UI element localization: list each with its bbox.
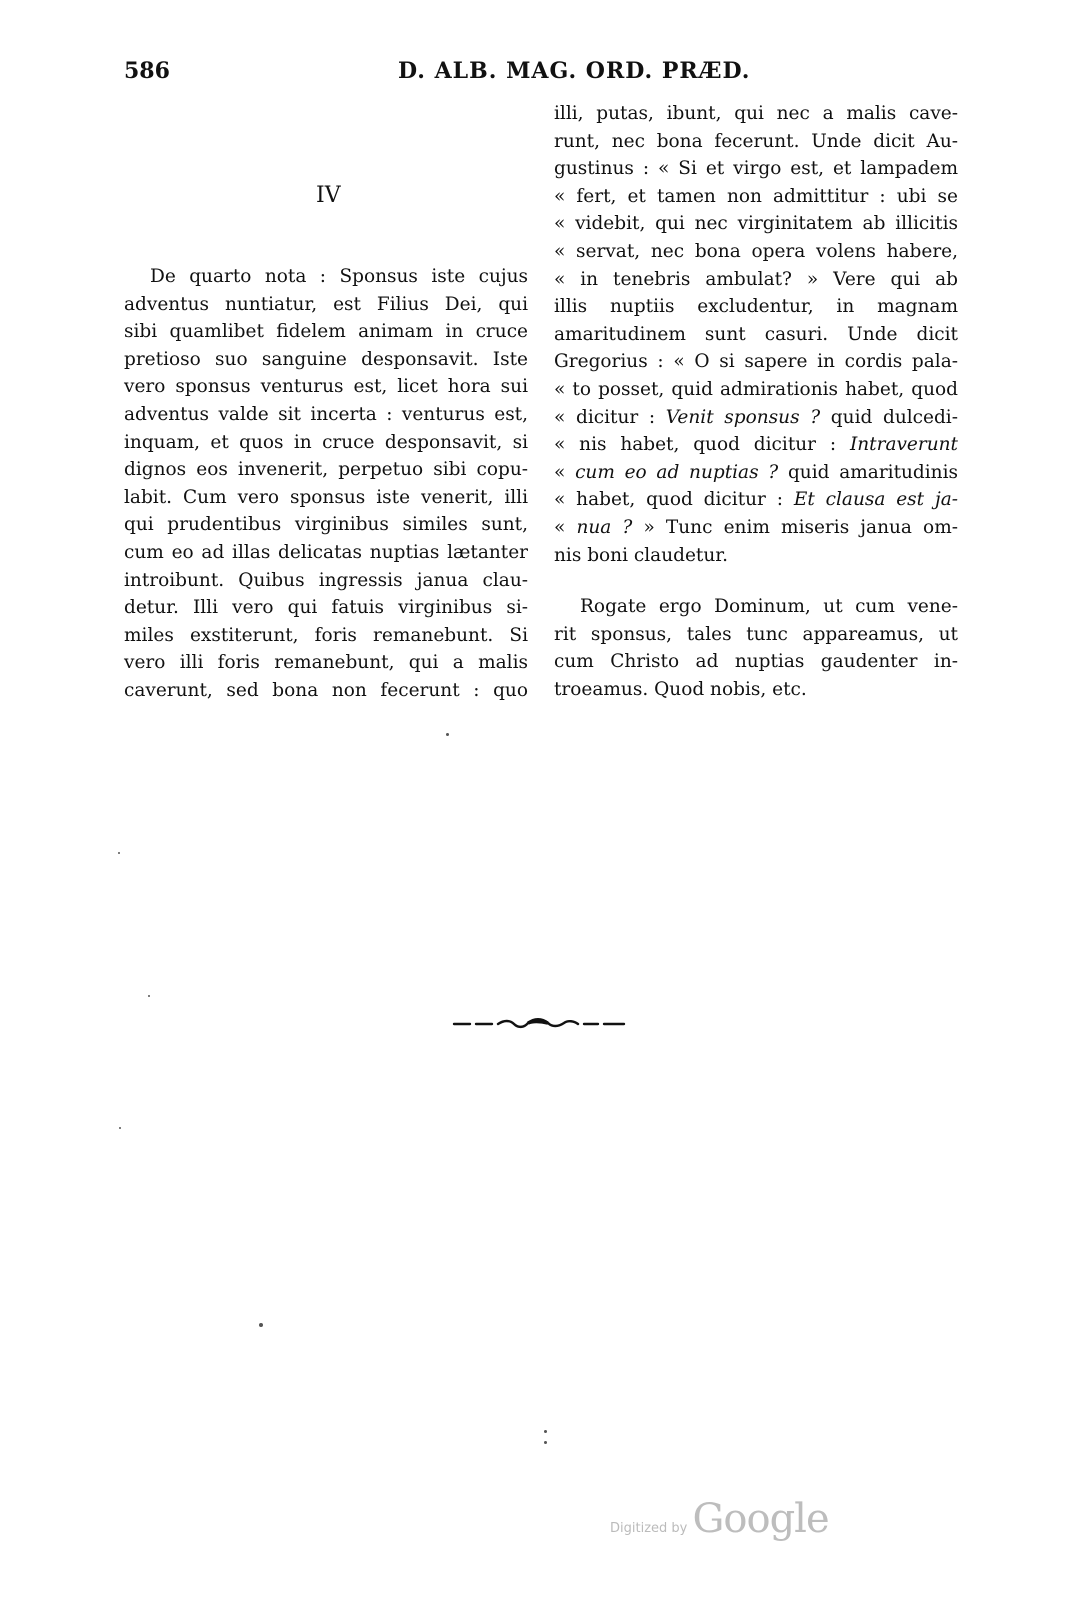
text-segment: » Tunc enim miseris janua om- [632, 516, 958, 538]
text-line [554, 431, 958, 459]
text-line: De quarto nota : Sponsus iste cujus [150, 266, 528, 287]
text-line: amaritudinem sunt casuri. Unde dicit [554, 323, 958, 345]
text-segment: « habet, quod dicitur : [554, 489, 794, 511]
scan-speck [259, 1323, 263, 1327]
text-line [554, 486, 958, 514]
text-line: qui prudentibus virginibus similes sunt, [124, 514, 528, 536]
scan-speck [544, 1430, 547, 1433]
text-segment: « nis habet, quod dicitur : [554, 434, 850, 456]
text-line: « fert, et tamen non admittitur : ubi se [554, 185, 958, 207]
text-line: « to posset, quid admirationis habet, quod [554, 378, 958, 400]
text-line: runt, nec bona fecerunt. Unde dicit Au- [554, 130, 958, 152]
italic-quote: Intraverunt [849, 434, 958, 456]
text-line: vero sponsus venturus est, licet hora sui [124, 376, 528, 398]
text-segment: quid dulcedi- [820, 406, 958, 428]
scan-speck [148, 995, 150, 997]
italic-quote: Et clausa est ja- [793, 489, 958, 511]
text-line: « in tenebris ambulat? » Vere qui ab [554, 268, 958, 290]
text-line: labit. Cum vero sponsus iste venerit, illi [124, 486, 528, 508]
text-line: inquam, et quos in cruce desponsavit, si [124, 431, 528, 453]
google-logo: Google [692, 1496, 829, 1542]
scan-speck [119, 1127, 121, 1129]
scan-speck [544, 1441, 547, 1444]
digitized-by-google-watermark [610, 1496, 829, 1542]
text-line [554, 459, 958, 487]
text-line: Rogate ergo Dominum, ut cum vene- [580, 596, 958, 618]
text-line: illi, putas, ibunt, qui nec a malis cave- [554, 103, 958, 124]
section-numeral: IV [316, 183, 341, 208]
text-segment: « [554, 516, 577, 538]
text-line: adventus nuntiatur, est Filius Dei, qui [124, 293, 528, 315]
scan-speck [446, 733, 449, 736]
text-line: Gregorius : « O si sapere in cordis pala- [554, 351, 958, 373]
text-line: gustinus : « Si et virgo est, et lampadem [554, 158, 958, 180]
text-line: illis nuptiis excludentur, in magnam [554, 296, 958, 318]
text-line: sibi quamlibet fidelem animam in cruce [124, 321, 528, 343]
text-line: rit sponsus, tales tunc appareamus, ut [554, 623, 958, 645]
text-segment: « dicitur : [554, 406, 666, 428]
italic-quote: cum eo ad nuptias ? [575, 461, 779, 483]
text-line: miles exstiterunt, foris remanebunt. Si [124, 624, 528, 646]
text-line: adventus valde sit incerta : venturus est, [124, 403, 528, 425]
text-line: cum eo ad illas delicatas nuptias lætanter [124, 541, 528, 563]
text-line [554, 404, 958, 432]
italic-quote: nua ? [576, 516, 633, 538]
text-line [554, 514, 958, 542]
page-number: 586 [124, 58, 170, 84]
running-head: D. ALB. MAG. ORD. PRÆD. [398, 58, 751, 84]
text-line: pretioso suo sanguine desponsavit. Iste [124, 348, 528, 370]
text-line: introibunt. Quibus ingressis janua clau- [124, 569, 528, 591]
text-line: detur. Illi vero qui fatuis virginibus si- [124, 597, 528, 619]
italic-quote: Venit sponsus ? [665, 406, 821, 428]
digitized-label: Digitized by [610, 1521, 688, 1536]
paragraph-gap [554, 569, 958, 593]
right-column [554, 100, 958, 703]
text-segment: « [554, 461, 576, 483]
text-line: vero illi foris remanebunt, qui a malis [124, 652, 528, 674]
text-segment: quid amaritudinis [778, 461, 959, 483]
text-line: nis boni claudetur. [554, 544, 728, 566]
end-ornament [452, 1013, 628, 1033]
text-line: caverunt, sed bona non fecerunt : quo [124, 679, 528, 701]
text-line: « videbit, qui nec virginitatem ab illicitis [554, 213, 958, 235]
text-line: dignos eos invenerit, perpetuo sibi copu- [124, 459, 528, 481]
text-line: « servat, nec bona opera volens habere, [554, 240, 958, 262]
scan-speck [118, 852, 120, 854]
text-line: cum Christo ad nuptias gaudenter in- [554, 651, 958, 673]
text-line: troeamus. Quod nobis, etc. [554, 678, 807, 700]
left-column [124, 263, 528, 705]
